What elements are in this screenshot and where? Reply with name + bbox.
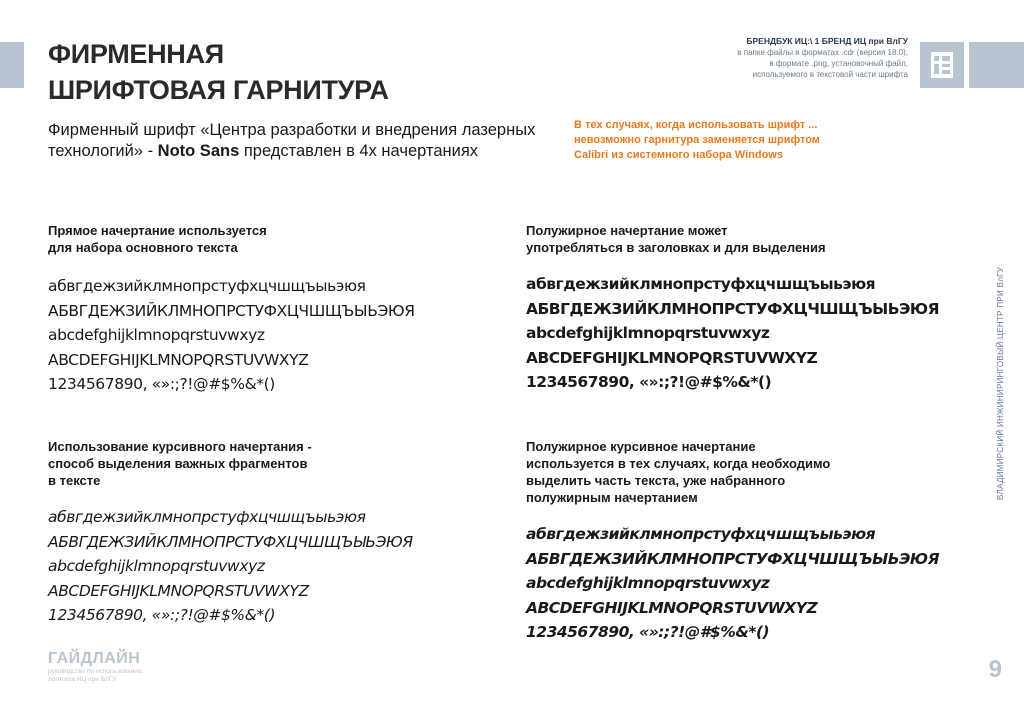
- bold-sample-2: АБВГДЕЖЗИЙКЛМНОПРСТУФХЦЧШЩЪЫЬЭЮЯ: [526, 299, 940, 318]
- bold-desc: [526, 222, 986, 256]
- brandbook-line-3: используемого в текстовой части шрифта: [752, 70, 908, 79]
- brandbook-line-2: в формате .png, установочный файл,: [769, 59, 908, 68]
- regular-desc: [48, 222, 518, 256]
- bolditalic-desc: [526, 438, 986, 506]
- intro-text-1: Фирменный шрифт «Центра разработки и внедрения лазерных технологий» -: [48, 121, 536, 160]
- footer-title: ГАЙДЛАЙН: [48, 650, 141, 667]
- regular-desc-line-1: Прямое начертание используется: [48, 223, 267, 238]
- page-number: 9: [988, 656, 1002, 683]
- bolditalic-desc-line-2: используется в тех случаях, когда необходимо: [526, 456, 831, 471]
- fallback-line-3: Calibri из системного набора Windows: [574, 149, 783, 161]
- regular-sample-3: abcdefghijklmnopqrstuvwxyz: [48, 326, 265, 344]
- bolditalic-sample-1: абвгдежзийклмнопрстуфхцчшщъыьэюя: [526, 525, 876, 543]
- italic-sample-4: ABCDEFGHIJKLMNOPQRSTUVWXYZ: [48, 581, 309, 600]
- regular-desc-line-2: для набора основного текста: [48, 240, 238, 255]
- vertical-side-text: ВЛАДИМИРСКИЙ ИНЖИНИРИНГОВЫЙ ЦЕНТР ПРИ ВлГУ: [996, 266, 1005, 500]
- italic-desc: [48, 438, 518, 489]
- right-side-tab: [969, 42, 1024, 88]
- italic-sample-2: АБВГДЕЖЗИЙКЛМНОПРСТУФХЦЧШЩЪЫЬЭЮЯ: [48, 532, 413, 551]
- regular-sample-1: абвгдежзийклмнопрстуфхцчшщъыьэюя: [48, 277, 366, 295]
- regular-sample-2: АБВГДЕЖЗИЙКЛМНОПРСТУФХЦЧШЩЪЫЬЭЮЯ: [48, 301, 415, 320]
- brandbook-head: БРЕНДБУК ИЦ:\ 1 БРЕНД ИЦ при ВлГУ: [746, 36, 908, 46]
- brand-logo-icon: [920, 42, 964, 88]
- italic-desc-line-1: Использование курсивного начертания -: [48, 439, 312, 454]
- footer-sub-2: логотипа ИЦ при ВлГУ: [48, 676, 117, 683]
- italic-desc-line-3: в тексте: [48, 473, 101, 488]
- brandbook-line-1: в папке файлы в форматах .cdr (версия 18.0),: [737, 48, 908, 57]
- title-line-2: ШРИФТОВАЯ ГАРНИТУРА: [48, 75, 389, 105]
- footer-sub-1: руководство по использованию: [48, 668, 143, 675]
- italic-sample-3: abcdefghijklmnopqrstuvwxyz: [48, 557, 265, 575]
- left-side-tab: [0, 42, 24, 88]
- bolditalic-section: [526, 438, 986, 645]
- bold-sample-1: абвгдежзийклмнопрстуфхцчшщъыьэюя: [526, 275, 876, 293]
- italic-sample-5: 1234567890, «»:;?!@#$%&*(): [48, 606, 276, 624]
- bolditalic-sample-5: 1234567890, «»:;?!@#$%&*(): [526, 623, 770, 641]
- fallback-line-2: невозможно гарнитура заменяется шрифтом: [574, 134, 820, 146]
- bolditalic-desc-line-1: Полужирное курсивное начертание: [526, 439, 756, 454]
- page-title: [48, 36, 389, 108]
- regular-section: [48, 222, 518, 397]
- italic-section: [48, 438, 518, 628]
- regular-sample-4: ABCDEFGHIJKLMNOPQRSTUVWXYZ: [48, 350, 309, 369]
- bolditalic-desc-line-3: выделить часть текста, уже набранного: [526, 473, 786, 488]
- font-name: Noto Sans: [157, 142, 240, 160]
- fallback-note: [574, 118, 874, 163]
- footer: [48, 650, 143, 684]
- bold-sample-4: ABCDEFGHIJKLMNOPQRSTUVWXYZ: [526, 348, 818, 367]
- bold-desc-line-1: Полужирное начертание может: [526, 223, 728, 238]
- title-line-1: ФИРМЕННАЯ: [48, 39, 224, 69]
- bold-sample-3: abcdefghijklmnopqrstuvwxyz: [526, 324, 770, 342]
- italic-desc-line-2: способ выделения важных фрагментов: [48, 456, 308, 471]
- intro-paragraph: [48, 120, 548, 162]
- bold-desc-line-2: употребляться в заголовках и для выделения: [526, 240, 826, 255]
- bolditalic-sample-4: ABCDEFGHIJKLMNOPQRSTUVWXYZ: [526, 598, 818, 617]
- bolditalic-desc-line-4: полужирным начертанием: [526, 490, 698, 505]
- intro-text-2: представлен в 4х начертаниях: [239, 142, 479, 160]
- italic-sample-1: абвгдежзийклмнопрстуфхцчшщъыьэюя: [48, 508, 366, 526]
- bolditalic-sample-3: abcdefghijklmnopqrstuvwxyz: [526, 574, 770, 592]
- regular-sample-5: 1234567890, «»:;?!@#$%&*(): [48, 375, 275, 393]
- bolditalic-sample-2: АБВГДЕЖЗИЙКЛМНОПРСТУФХЦЧШЩЪЫЬЭЮЯ: [526, 549, 940, 568]
- brandbook-info: [737, 36, 908, 80]
- bold-sample-5: 1234567890, «»:;?!@#$%&*(): [526, 373, 772, 391]
- fallback-line-1: В тех случаях, когда использовать шрифт ...: [574, 119, 818, 131]
- bold-section: [526, 222, 986, 395]
